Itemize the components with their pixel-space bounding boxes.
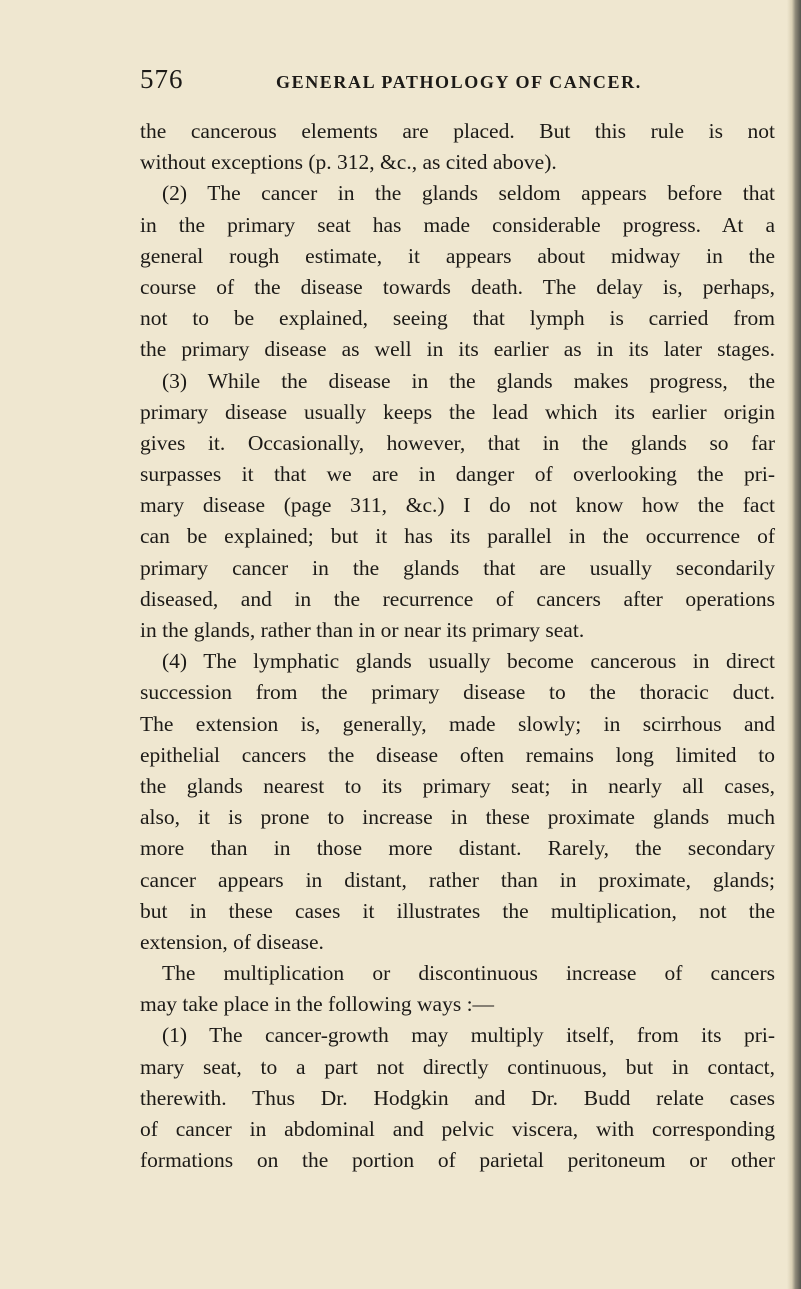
- page-edge-shadow: [787, 0, 801, 1289]
- text-line: but in these cases it illustrates the multiplication, not the: [140, 898, 775, 923]
- text-line: in the primary seat has made considerable progress. At a: [140, 212, 775, 237]
- text-line: mary disease (page 311, &c.) I do not know how the fact: [140, 493, 775, 518]
- text-line: also, it is prone to increase in these proximate glands much: [140, 805, 775, 830]
- text-line: extension, of disease.: [140, 929, 324, 954]
- text-line: The multiplication or discontinuous increase of cancers: [162, 961, 775, 986]
- text-line: (3) While the disease in the glands makes progress, the: [162, 368, 775, 393]
- text-line: The extension is, generally, made slowly; in scirrhous and: [140, 711, 775, 736]
- page-number: 576: [140, 64, 184, 94]
- text-line: without exceptions (p. 312, &c., as cited above).: [140, 150, 557, 175]
- text-line: cancer appears in distant, rather than in proximate, glands;: [140, 867, 775, 892]
- text-line: more than in those more distant. Rarely, the secondary: [140, 836, 775, 861]
- text-line: not to be explained, seeing that lymph is carried from: [140, 306, 775, 331]
- text-line: primary disease usually keeps the lead which its earlier origin: [140, 399, 775, 424]
- text-line: the glands nearest to its primary seat; in nearly all cases,: [140, 773, 775, 798]
- text-line: of cancer in abdominal and pelvic viscera, with corresponding: [140, 1117, 775, 1141]
- text-line: gives it. Occasionally, however, that in the glands so far: [140, 430, 775, 455]
- text-line: formations on the portion of parietal peritoneum or other: [140, 1148, 775, 1173]
- text-line: the cancerous elements are placed. But this rule is not: [140, 119, 775, 143]
- text-line: can be explained; but it has its parallel in the occurrence of: [140, 524, 775, 549]
- text-line: (2) The cancer in the glands seldom appears before that: [162, 181, 775, 206]
- body-text: [140, 116, 775, 1176]
- running-head: GENERAL PATHOLOGY OF CANCER.: [276, 72, 642, 92]
- text-line: in the glands, rather than in or near its primary seat.: [140, 618, 585, 642]
- text-line: surpasses it that we are in danger of overlooking the pri-: [140, 462, 775, 487]
- text-line: diseased, and in the recurrence of cancers after operations: [140, 586, 775, 611]
- text-line: (4) The lymphatic glands usually become cancerous in direct: [162, 649, 775, 674]
- text-line: therewith. Thus Dr. Hodgkin and Dr. Budd relate cases: [140, 1085, 775, 1110]
- text-line: (1) The cancer-growth may multiply itself, from its pri-: [162, 1023, 775, 1048]
- text-line: the primary disease as well in its earlier as in its later stages.: [140, 337, 775, 362]
- text-line: primary cancer in the glands that are usually secondarily: [140, 555, 775, 580]
- text-line: may take place in the following ways :—: [140, 992, 495, 1017]
- text-line: epithelial cancers the disease often remains long limited to: [140, 742, 775, 767]
- text-line: general rough estimate, it appears about midway in the: [140, 243, 775, 268]
- page-header: [140, 64, 780, 104]
- text-line: course of the disease towards death. The delay is, perhaps,: [140, 274, 775, 299]
- text-line: succession from the primary disease to the thoracic duct.: [140, 680, 775, 705]
- text-line: mary seat, to a part not directly continuous, but in contact,: [140, 1054, 775, 1079]
